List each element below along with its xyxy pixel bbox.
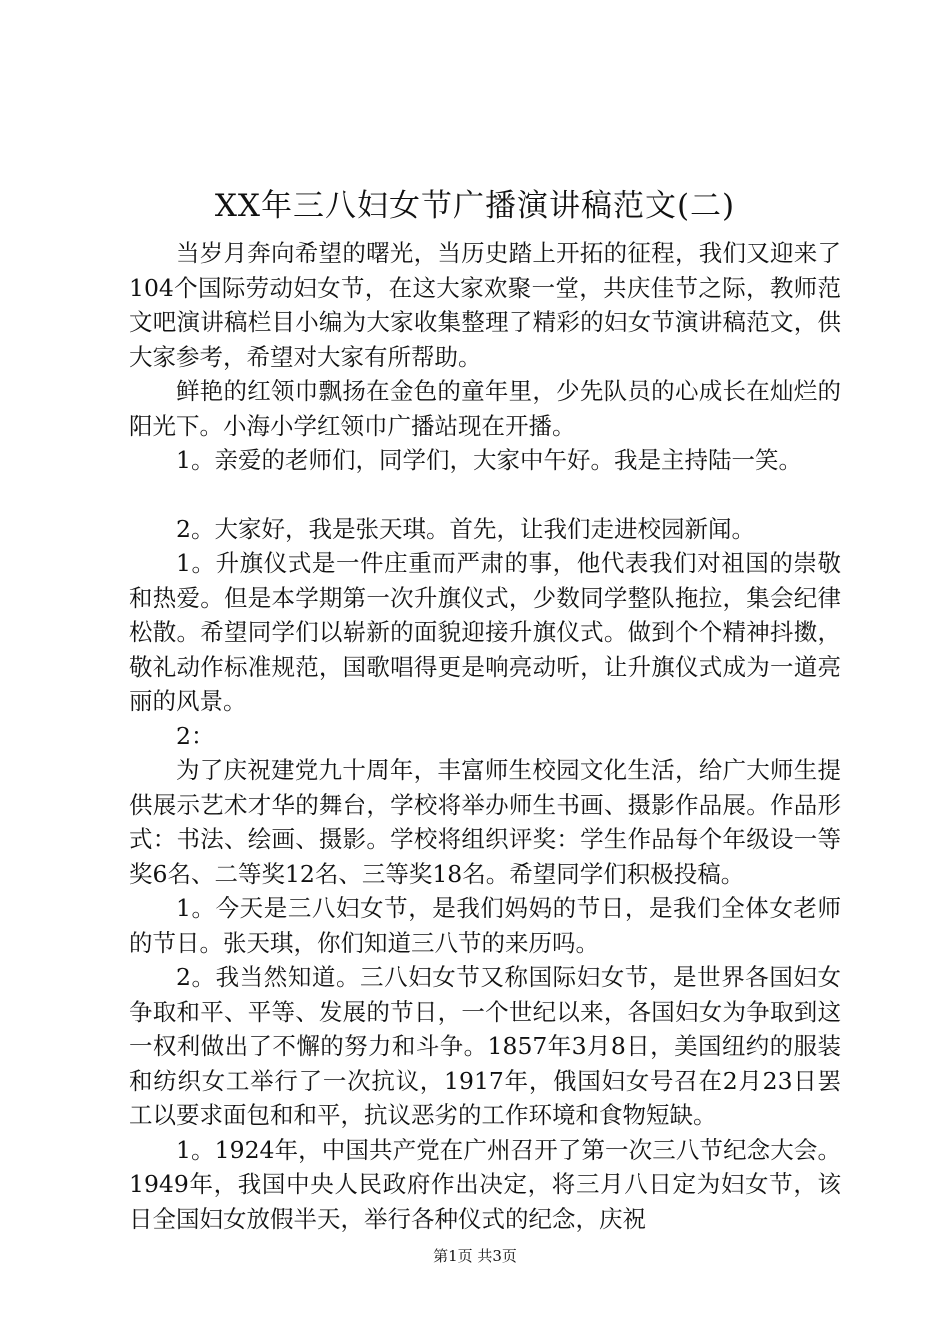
paragraph-host-2-label: 2： (176, 721, 215, 750)
document-title: XX年三八妇女节广播演讲稿范文(二) (214, 188, 736, 224)
paragraph-china-history: 1。1924年，中国共产党在广州召开了第一次三八节纪念大会。1949年，我国中央人民政府作出决定，将三月八日定为妇女节，该日全国妇女放假半天，举行各种仪式的纪念，庆祝 (129, 1135, 841, 1233)
paragraph-host-1-greeting: 1。亲爱的老师们，同学们，大家中午好。我是主持陆一笑。 (176, 446, 802, 474)
paragraph-art-exhibition: 为了庆祝建党九十周年，丰富师生校园文化生活，给广大师生提供展示艺术才华的舞台，学校将举办师生书画、摄影作品展。作品形式：书法、绘画、摄影。学校将组织评奖：学生作品每个年级设一等奖6名、二等奖12名、三等奖18名。希望同学们积极投稿。 (129, 756, 841, 888)
paragraph-history: 2。我当然知道。三八妇女节又称国际妇女节，是世界各国妇女争取和平、平等、发展的节日，一个世纪以来，各国妇女为争取到这一权利做出了不懈的努力和斗争。1857年3月8日，美国纽约的服装和纺织女工举行了一次抗议，1917年，俄国妇女号召在2月23日罢工以要求面包和和平，抗议恶劣的工作环境和食物短缺。 (129, 963, 841, 1129)
paragraph-host-2-greeting: 2。大家好，我是张天琪。首先，让我们走进校园新闻。 (176, 514, 755, 543)
paragraph-intro: 当岁月奔向希望的曙光，当历史踏上开拓的征程，我们又迎来了104个国际劳动妇女节，在这大家欢聚一堂，共庆佳节之际，教师范文吧演讲稿栏目小编为大家收集整理了精彩的妇女节演讲稿范文，供大家参考，希望对大家有所帮助。 (129, 239, 841, 371)
paragraph-flag-ceremony: 1。升旗仪式是一件庄重而严肃的事，他代表我们对祖国的崇敬和热爱。但是本学期第一次升旗仪式，少数同学整队拖拉，集会纪律松散。希望同学们以崭新的面貌迎接升旗仪式。做到个个精神抖擞，敬礼动作标准规范，国歌唱得更是响亮动听，让升旗仪式成为一道亮丽的风景。 (129, 549, 841, 715)
page-footer: 第1页 共3页 (433, 1247, 517, 1265)
document-body (129, 236, 841, 1236)
paragraph-womens-day: 1。今天是三八妇女节，是我们妈妈的节日，是我们全体女老师的节日。张天琪，你们知道三八节的来历吗。 (129, 894, 841, 957)
paragraph-opening: 鲜艳的红领巾飘扬在金色的童年里，少先队员的心成长在灿烂的阳光下。小海小学红领巾广播站现在开播。 (129, 377, 841, 440)
